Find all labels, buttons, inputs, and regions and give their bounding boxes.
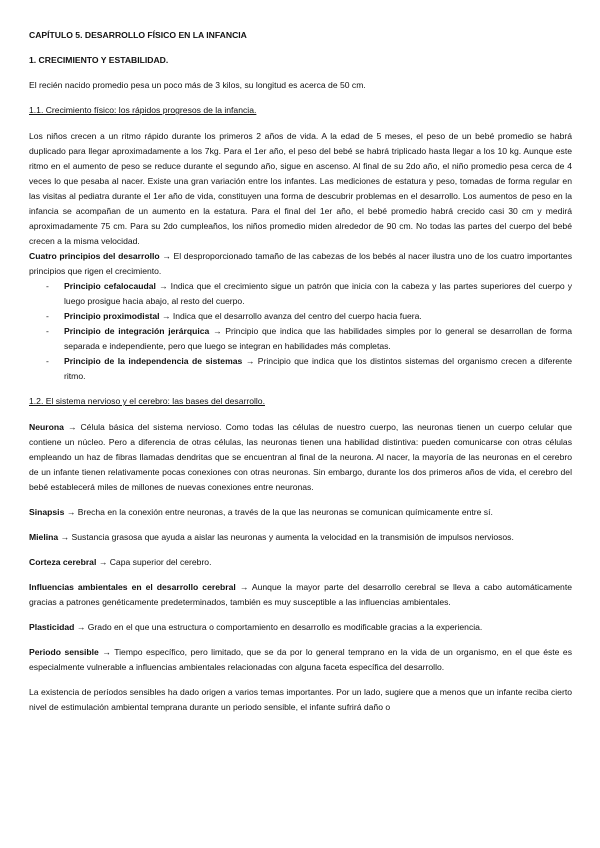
definition-sinapsis (29, 505, 572, 520)
principles-term: Cuatro principios del desarrollo (29, 251, 160, 261)
list-item (29, 309, 572, 324)
subsection-heading-1-2: 1.2. El sistema nervioso y el cerebro: las bases del desarrollo. (29, 396, 265, 406)
list-term: Principio cefalocaudal (64, 281, 156, 291)
definition-term: Mielina (29, 532, 59, 542)
definition-text: → Célula básica del sistema nervioso. Como todas las células de nuestro cuerpo, las neuronas tienen un cuerpo celular que contiene un núcleo. Pero a diferencia de otras células, las neuronas tienen una habilidad distintiva: pueden comunicarse con otras células empleando un haz de fibras llamadas dendritas que se encuentran al final de la neurona. Al nacer, la mayoría de las neuronas en el cerebro de un infante tienen relativamente pocas conexiones con otras neuronas. Sin embargo, durante los dos primeros años de vida, el cerebro del bebé establecerá miles de millones de nuevas conexiones entre neuronas. (29, 422, 572, 492)
list-dash: - (46, 356, 49, 366)
definition-term: Influencias ambientales en el desarrollo cerebral (29, 582, 236, 592)
definition-text: → Brecha en la conexión entre neuronas, a través de la que las neuronas se comunican químicamente entre sí. (64, 507, 493, 517)
list-item (29, 324, 572, 354)
definition-influencias-ambientales (29, 580, 572, 610)
list-term: Principio de la independencia de sistemas (64, 356, 243, 366)
growth-paragraph: Los niños crecen a un ritmo rápido durante los primeros 2 años de vida. A la edad de 5 meses, el peso de un bebé promedio se habrá duplicado para llegar aproximadamente a los 7kg. Para el 1er año, el peso del bebé se habrá triplicado hasta llegar a los 10 kg. Aunque este ritmo en el aumento de peso se reduce durante el segundo año, sigue en ascenso. Al final de su 2do año, el niño promedio pesa cerca de 4 veces lo que pesaba al nacer. Existe una gran variación entre los infantes. Las mediciones de estatura y peso, tomadas de forma regular en las visitas al pediatra durante el 1er año de vida, constituyen una forma de descubrir problemas en el desarrollo. Los aumentos de peso en la infancia se acompañan de un aumento en la estatura. Para el final del 1er año, el bebé promedio habrá crecido casi 30 cm y medirá aproximadamente 75 cm. Para su 2do cumpleaños, los niños promedio miden alrededor de 90 cm. No todas las partes del cuerpo del bebé crecen a la misma velocidad. (29, 131, 572, 246)
list-definition: → Principio que indica que las habilidades simples por lo general se desarrollan de forma separada e independiente, pero que luego se integran en habilidades más completas. (64, 326, 572, 351)
definition-neurona (29, 420, 572, 495)
definition-term: Sinapsis (29, 507, 65, 517)
list-definition: → Indica que el crecimiento sigue un patrón que inicia con la cabeza y las partes superiores del cuerpo y luego prosigue hacia abajo, al resto del cuerpo. (64, 281, 572, 306)
list-term: Principio proximodistal (64, 311, 160, 321)
intro-paragraph: El recién nacido promedio pesa un poco más de 3 kilos, su longitud es acerca de 50 cm. (29, 80, 366, 90)
list-definition: → Indica que el desarrollo avanza del centro del cuerpo hacia fuera. (159, 311, 422, 321)
definition-periodo-sensible (29, 645, 572, 675)
definition-term: Plasticidad (29, 622, 75, 632)
list-item (29, 354, 572, 384)
subsection-heading-1-1: 1.1. Crecimiento físico: los rápidos progresos de la infancia. (29, 105, 257, 115)
list-dash: - (46, 311, 49, 321)
definition-text: → Tiempo específico, pero limitado, que se da por lo general temprano en la vida de un organismo, en el que éste es especialmente vulnerable a influencias ambientales relacionadas con alguna faceta específica del desarrollo. (29, 647, 572, 672)
definition-text: → Grado en el que una estructura o comportamiento en desarrollo es modificable gracias a la experiencia. (74, 622, 483, 632)
chapter-title: CAPÍTULO 5. DESARROLLO FÍSICO EN LA INFANCIA (29, 30, 247, 40)
principles-paragraph (29, 249, 572, 279)
definition-plasticidad (29, 620, 572, 635)
list-dash: - (46, 326, 49, 336)
definition-mielina (29, 530, 572, 545)
section-heading: 1. CRECIMIENTO Y ESTABILIDAD. (29, 55, 169, 65)
list-term: Principio de integración jerárquica (64, 326, 210, 336)
principles-definition: → El desproporcionado tamaño de las cabezas de los bebés al nacer ilustra uno de los cuatro importantes principios que rigen el crecimiento. (29, 251, 572, 276)
closing-paragraph: La existencia de períodos sensibles ha dado origen a varios temas importantes. Por un lado, sugiere que a menos que un infante reciba cierto nivel de estimulación ambiental temprana durante un periodo sensible, el infante sufrirá daño o (29, 687, 572, 712)
definition-text: → Capa superior del cerebro. (96, 557, 212, 567)
definition-text: → Aunque la mayor parte del desarrollo cerebral se lleva a cabo automáticamente gracias a patrones genéticamente predeterminados, también es muy susceptible a las influencias ambientales. (29, 582, 573, 607)
list-item (29, 279, 572, 309)
definition-term: Periodo sensible (29, 647, 99, 657)
principles-list (29, 279, 572, 384)
list-dash: - (46, 281, 49, 291)
definition-term: Corteza cerebral (29, 557, 97, 567)
definition-corteza-cerebral (29, 555, 572, 570)
definition-text: → Sustancia grasosa que ayuda a aislar las neuronas y aumenta la velocidad en la transmisión de impulsos nerviosos. (58, 532, 514, 542)
list-definition: → Principio que indica que los distintos sistemas del organismo crecen a diferente ritmo. (64, 356, 572, 381)
definition-term: Neurona (29, 422, 64, 432)
